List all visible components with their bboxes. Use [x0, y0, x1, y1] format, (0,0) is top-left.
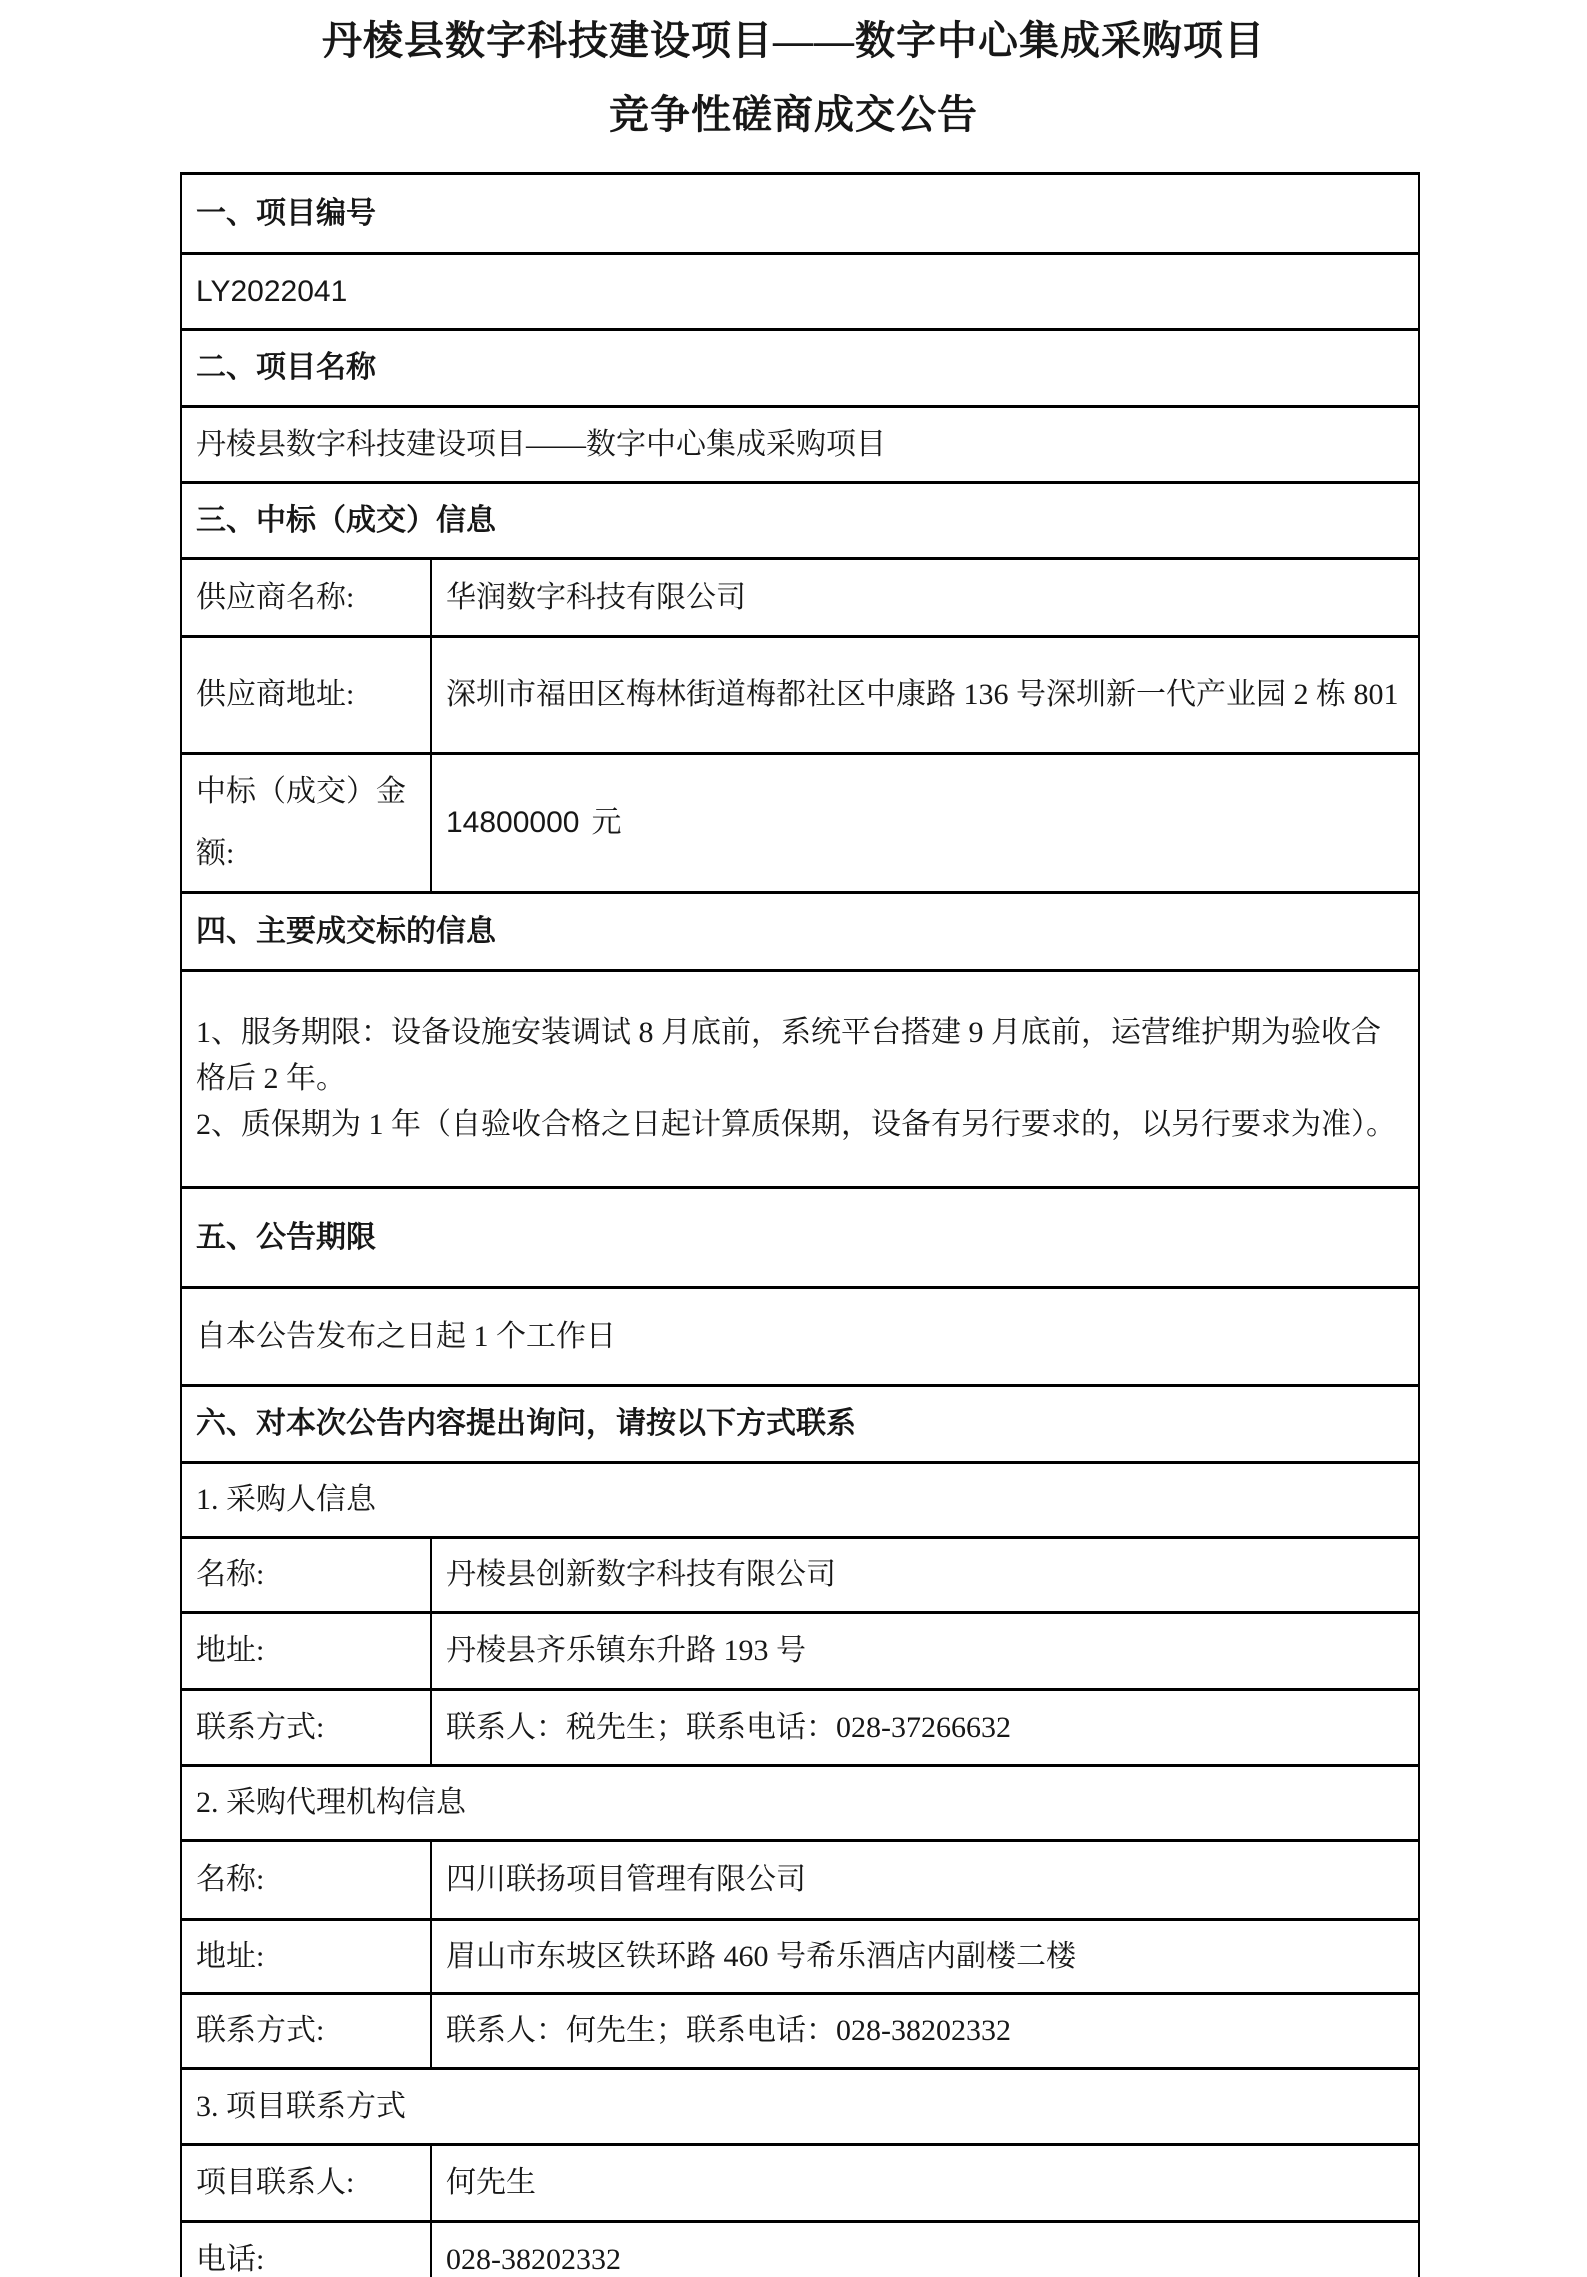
table-row [181, 893, 1419, 971]
project-contact-person-value: 何先生 [431, 2145, 1419, 2222]
announcement-period-value: 自本公告发布之日起 1 个工作日 [181, 1288, 1419, 1386]
deal-details-cell [181, 971, 1419, 1188]
purchaser-address-label: 地址: [181, 1613, 431, 1690]
table-row [181, 2222, 1419, 2277]
table-row [181, 559, 1419, 637]
supplier-name-value: 华润数字科技有限公司 [431, 559, 1419, 637]
agency-contact-label: 联系方式: [181, 1994, 431, 2069]
purchaser-address-value: 丹棱县齐乐镇东升路 193 号 [431, 1613, 1419, 1690]
table-row [181, 754, 1419, 893]
purchaser-name-label: 名称: [181, 1538, 431, 1613]
section-3-header: 三、中标（成交）信息 [181, 483, 1419, 559]
table-row [181, 1841, 1419, 1920]
section-5-header: 五、公告期限 [181, 1188, 1419, 1288]
announcement-table [180, 172, 1420, 2277]
purchaser-info-header: 1. 采购人信息 [181, 1463, 1419, 1538]
award-amount-unit: 元 [591, 806, 622, 839]
table-row [181, 971, 1419, 1188]
table-row [181, 1994, 1419, 2069]
project-contact-header: 3. 项目联系方式 [181, 2069, 1419, 2145]
project-phone-label: 电话: [181, 2222, 431, 2277]
table-row [181, 1920, 1419, 1994]
agency-name-label: 名称: [181, 1841, 431, 1920]
table-row [181, 2145, 1419, 2222]
supplier-address-label: 供应商地址: [181, 637, 431, 754]
agency-address-value: 眉山市东坡区铁环路 460 号希乐酒店内副楼二楼 [431, 1920, 1419, 1994]
project-contact-person-label: 项目联系人: [181, 2145, 431, 2222]
project-number-value: LY2022041 [181, 254, 1419, 330]
deal-details-line1: 1、服务期限：设备设施安装调试 8 月底前，系统平台搭建 9 月底前，运营维护期为验收合格后 2 年。 [196, 1016, 1381, 1095]
agency-info-header: 2. 采购代理机构信息 [181, 1766, 1419, 1841]
section-2-header: 二、项目名称 [181, 330, 1419, 407]
table-row [181, 407, 1419, 483]
project-name-value: 丹棱县数字科技建设项目——数字中心集成采购项目 [181, 407, 1419, 483]
table-row [181, 330, 1419, 407]
agency-contact-value: 联系人：何先生；联系电话：028-38202332 [431, 1994, 1419, 2069]
award-amount-number: 14800000 [446, 806, 580, 839]
agency-address-label: 地址: [181, 1920, 431, 1994]
supplier-name-label: 供应商名称: [181, 559, 431, 637]
table-row [181, 637, 1419, 754]
table-row [181, 1538, 1419, 1613]
document-title-line1: 丹棱县数字科技建设项目——数字中心集成采购项目 [322, 18, 1265, 63]
table-row [181, 1386, 1419, 1463]
purchaser-contact-label: 联系方式: [181, 1690, 431, 1766]
section-6-header: 六、对本次公告内容提出询问，请按以下方式联系 [181, 1386, 1419, 1463]
table-row [181, 1766, 1419, 1841]
purchaser-contact-value: 联系人：税先生；联系电话：028-37266632 [431, 1690, 1419, 1766]
table-row [181, 483, 1419, 559]
section-4-header: 四、主要成交标的信息 [181, 893, 1419, 971]
supplier-address-value: 深圳市福田区梅林街道梅都社区中康路 136 号深圳新一代产业园 2 栋 801 [431, 637, 1419, 754]
agency-name-value: 四川联扬项目管理有限公司 [431, 1841, 1419, 1920]
table-row [181, 2069, 1419, 2145]
section-1-header: 一、项目编号 [181, 174, 1419, 254]
table-row [181, 1463, 1419, 1538]
award-amount-value [431, 754, 1419, 893]
deal-details-line2: 2、质保期为 1 年（自验收合格之日起计算质保期，设备有另行要求的，以另行要求为准）。 [196, 1108, 1396, 1141]
table-row [181, 1288, 1419, 1386]
table-row [181, 1690, 1419, 1766]
table-row [181, 174, 1419, 254]
table-row [181, 1613, 1419, 1690]
purchaser-name-value: 丹棱县创新数字科技有限公司 [431, 1538, 1419, 1613]
award-amount-label: 中标（成交）金额: [181, 754, 431, 893]
table-row [181, 254, 1419, 330]
table-row [181, 1188, 1419, 1288]
project-phone-value: 028-38202332 [431, 2222, 1419, 2277]
document-title-line2: 竞争性磋商成交公告 [609, 92, 978, 137]
